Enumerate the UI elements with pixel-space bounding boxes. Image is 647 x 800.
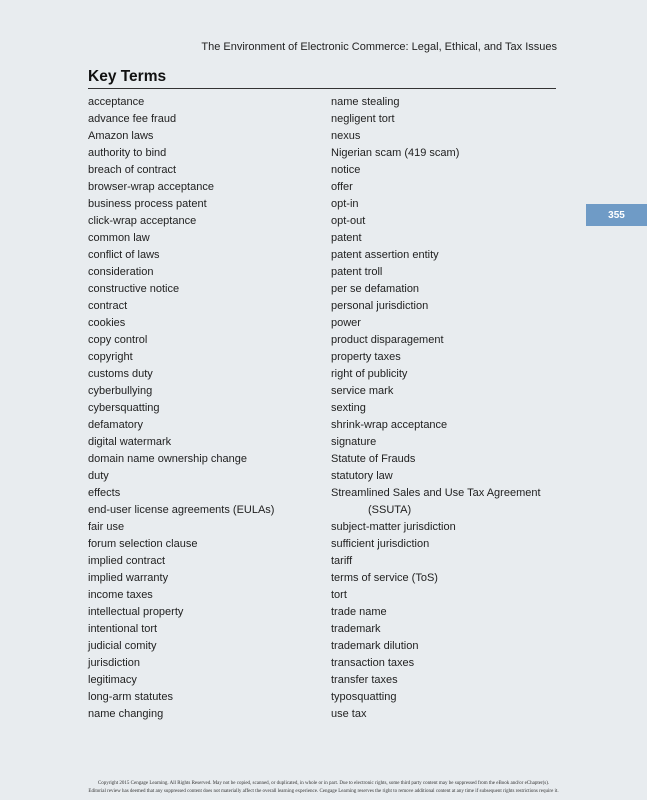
key-term: contract [88, 300, 128, 312]
key-term: patent [331, 232, 362, 244]
key-term: digital watermark [88, 436, 172, 448]
key-term: subject-matter jurisdiction [331, 521, 456, 533]
key-term: personal jurisdiction [331, 300, 429, 312]
key-term: legitimacy [88, 674, 137, 686]
key-term: common law [88, 232, 150, 244]
key-term: trade name [331, 606, 387, 618]
key-term: trademark dilution [331, 640, 419, 652]
key-term: shrink-wrap acceptance [331, 419, 448, 431]
key-term: implied warranty [88, 572, 169, 584]
key-term: trademark [331, 623, 381, 635]
key-term: transfer taxes [331, 674, 398, 686]
key-term: jurisdiction [88, 657, 140, 669]
page-number-tab: 355 [586, 204, 647, 226]
key-term: long-arm statutes [88, 691, 173, 703]
key-term: end-user license agreements (EULAs) [88, 504, 275, 516]
key-term: service mark [331, 385, 394, 397]
key-term: Statute of Frauds [331, 453, 416, 465]
key-term: opt-in [331, 198, 359, 210]
key-term: power [331, 317, 361, 329]
key-term: constructive notice [88, 283, 180, 295]
key-term: intentional tort [88, 623, 158, 635]
key-term: copyright [88, 351, 133, 363]
section-title: Key Terms [88, 68, 167, 85]
key-term: patent troll [331, 266, 383, 278]
key-term: effects [88, 487, 121, 499]
key-term: statutory law [331, 470, 393, 482]
key-term: cyberbullying [88, 385, 153, 397]
key-term: domain name ownership change [88, 453, 247, 465]
key-term: judicial comity [88, 640, 157, 652]
key-term: product disparagement [331, 334, 444, 346]
key-term: consideration [88, 266, 154, 278]
key-term: business process patent [88, 198, 207, 210]
key-term: typosquatting [331, 691, 397, 703]
copyright-footer [0, 780, 647, 795]
key-term-continuation: (SSUTA) [368, 504, 412, 516]
key-term: copy control [88, 334, 148, 346]
key-term: implied contract [88, 555, 166, 567]
key-term: acceptance [88, 96, 145, 108]
key-term: nexus [331, 130, 361, 142]
key-term: cookies [88, 317, 126, 329]
key-terms-left-column [88, 94, 318, 723]
key-term: tort [331, 589, 347, 601]
key-term: Nigerian scam (419 scam) [331, 147, 460, 159]
key-term: forum selection clause [88, 538, 198, 550]
key-term: name stealing [331, 96, 400, 108]
key-term: Streamlined Sales and Use Tax Agreement (SSUTA) [331, 485, 561, 519]
key-term: notice [331, 164, 361, 176]
key-term: advance fee fraud [88, 113, 177, 125]
key-term: customs duty [88, 368, 153, 380]
key-term: cybersquatting [88, 402, 160, 414]
key-term: breach of contract [88, 164, 177, 176]
running-head: The Environment of Electronic Commerce: Legal, Ethical, and Tax Issues [201, 41, 557, 53]
footer-line-2: Editorial review has deemed that any suppressed content does not materially affect the overall learning experience. Cengage Learning reserves the right to remove additional content at any time if subsequent rights restrictions require it. [88, 788, 559, 794]
key-term: income taxes [88, 589, 153, 601]
key-term: duty [88, 470, 109, 482]
key-term: negligent tort [331, 113, 395, 125]
title-rule [88, 88, 556, 89]
key-term: opt-out [331, 215, 366, 227]
key-terms-right-column [331, 94, 561, 723]
key-term: fair use [88, 521, 125, 533]
key-term: sexting [331, 402, 366, 414]
key-term: terms of service (ToS) [331, 572, 438, 584]
key-term: tariff [331, 555, 353, 567]
key-term: authority to bind [88, 147, 167, 159]
key-term: name changing [88, 708, 164, 720]
key-term: intellectual property [88, 606, 184, 618]
key-term: per se defamation [331, 283, 420, 295]
footer-line-1: Copyright 2015 Cengage Learning. All Rights Reserved. May not be copied, scanned, or duplicated, in whole or in part. Due to electronic rights, some third party content may be suppressed from the eBook and/or eChapter(s). [97, 781, 550, 786]
key-term: click-wrap acceptance [88, 215, 197, 227]
key-term: offer [331, 181, 353, 193]
key-term: transaction taxes [331, 657, 415, 669]
key-term: signature [331, 436, 377, 448]
key-term: patent assertion entity [331, 249, 439, 261]
key-term: use tax [331, 708, 367, 720]
key-term: browser-wrap acceptance [88, 181, 214, 193]
key-term: sufficient jurisdiction [331, 538, 430, 550]
key-term: Amazon laws [88, 130, 154, 142]
key-term: conflict of laws [88, 249, 160, 261]
key-term: property taxes [331, 351, 401, 363]
key-term: right of publicity [331, 368, 408, 380]
key-term: defamatory [88, 419, 144, 431]
